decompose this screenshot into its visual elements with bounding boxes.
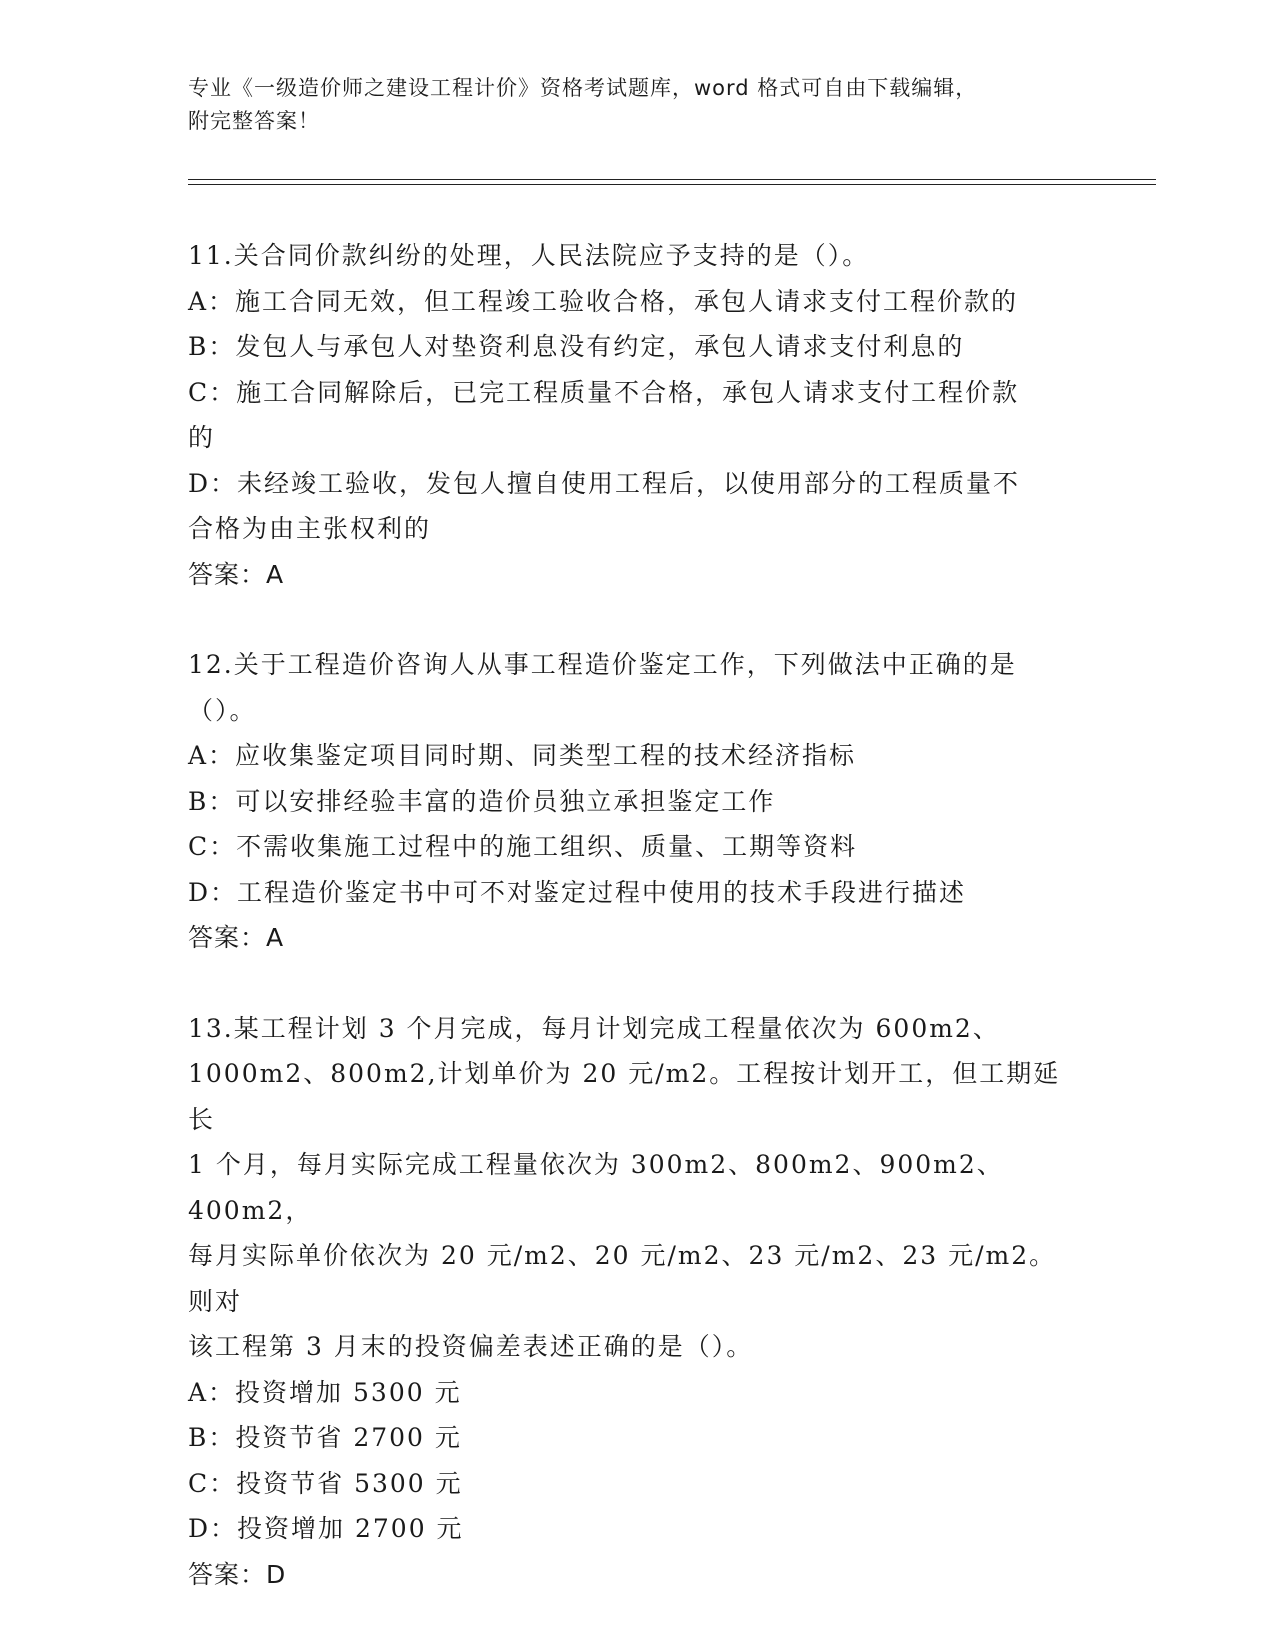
document-header [188, 72, 1068, 138]
answer-line: 答案：A [188, 559, 285, 589]
answer-line: 答案：A [188, 923, 285, 952]
question-stem-line: 1000m2、800m2,计划单价为 20 元/m2。工程按计划开工，但工期延长 [188, 1059, 1061, 1134]
option-line: A：施工合同无效，但工程竣工验收合格，承包人请求支付工程价款的 [188, 286, 1019, 316]
option-line: A：应收集鉴定项目同时期、同类型工程的技术经济指标 [188, 741, 857, 770]
question-stem-line: 1 个月，每月实际完成工程量依次为 300m2、800m2、900m2、400m2， [188, 1150, 1004, 1225]
option-line: C：不需收集施工过程中的施工组织、质量、工期等资料 [188, 832, 858, 861]
question-block [188, 1006, 1078, 1598]
header-divider-top [188, 179, 1156, 180]
option-line: C：施工合同解除后，已完工程质量不合格，承包人请求支付工程价款 [188, 377, 1020, 407]
question-stem-line: （）。 [188, 695, 257, 725]
option-line: D：工程造价鉴定书中可不对鉴定过程中使用的技术手段进行描述 [188, 877, 967, 907]
option-line: 的 [188, 423, 216, 452]
option-line: D：投资增加 2700 元 [188, 1514, 464, 1543]
question-stem-line: 每月实际单价依次为 20 元/m2、20 元/m2、23 元/m2、23 元/m2。则对 [188, 1241, 1057, 1316]
option-line: C：投资节省 5300 元 [188, 1468, 463, 1498]
option-line: A：投资增加 5300 元 [188, 1377, 462, 1407]
option-line: B：可以安排经验丰富的造价员独立承担鉴定工作 [188, 786, 776, 816]
option-line: B：发包人与承包人对垫资利息没有约定，承包人请求支付利息的 [188, 332, 965, 361]
header-divider-bottom [188, 184, 1156, 185]
question-stem-line: 11.关合同价款纠纷的处理，人民法院应予支持的是（）。 [188, 241, 870, 270]
question-spacer [188, 961, 1078, 1006]
question-block [188, 233, 1078, 597]
option-line: 合格为由主张权利的 [188, 514, 432, 543]
header-line-1: 专业《一级造价师之建设工程计价》资格考试题库，word 格式可自由下载编辑， [188, 76, 978, 100]
question-list [188, 233, 1078, 1597]
option-line: B：投资节省 2700 元 [188, 1423, 462, 1452]
question-block [188, 642, 1078, 961]
question-stem-line: 该工程第 3 月末的投资偏差表述正确的是（）。 [188, 1332, 754, 1361]
question-stem-line: 12.关于工程造价咨询人从事工程造价鉴定工作，下列做法中正确的是 [188, 650, 1017, 679]
question-spacer [188, 597, 1078, 642]
header-line-2: 附完整答案！ [188, 109, 320, 133]
question-stem-line: 13.某工程计划 3 个月完成，每月计划完成工程量依次为 600m2、 [188, 1013, 1000, 1043]
option-line: D：未经竣工验收，发包人擅自使用工程后，以使用部分的工程质量不 [188, 468, 1021, 498]
answer-line: 答案：D [188, 1559, 287, 1589]
